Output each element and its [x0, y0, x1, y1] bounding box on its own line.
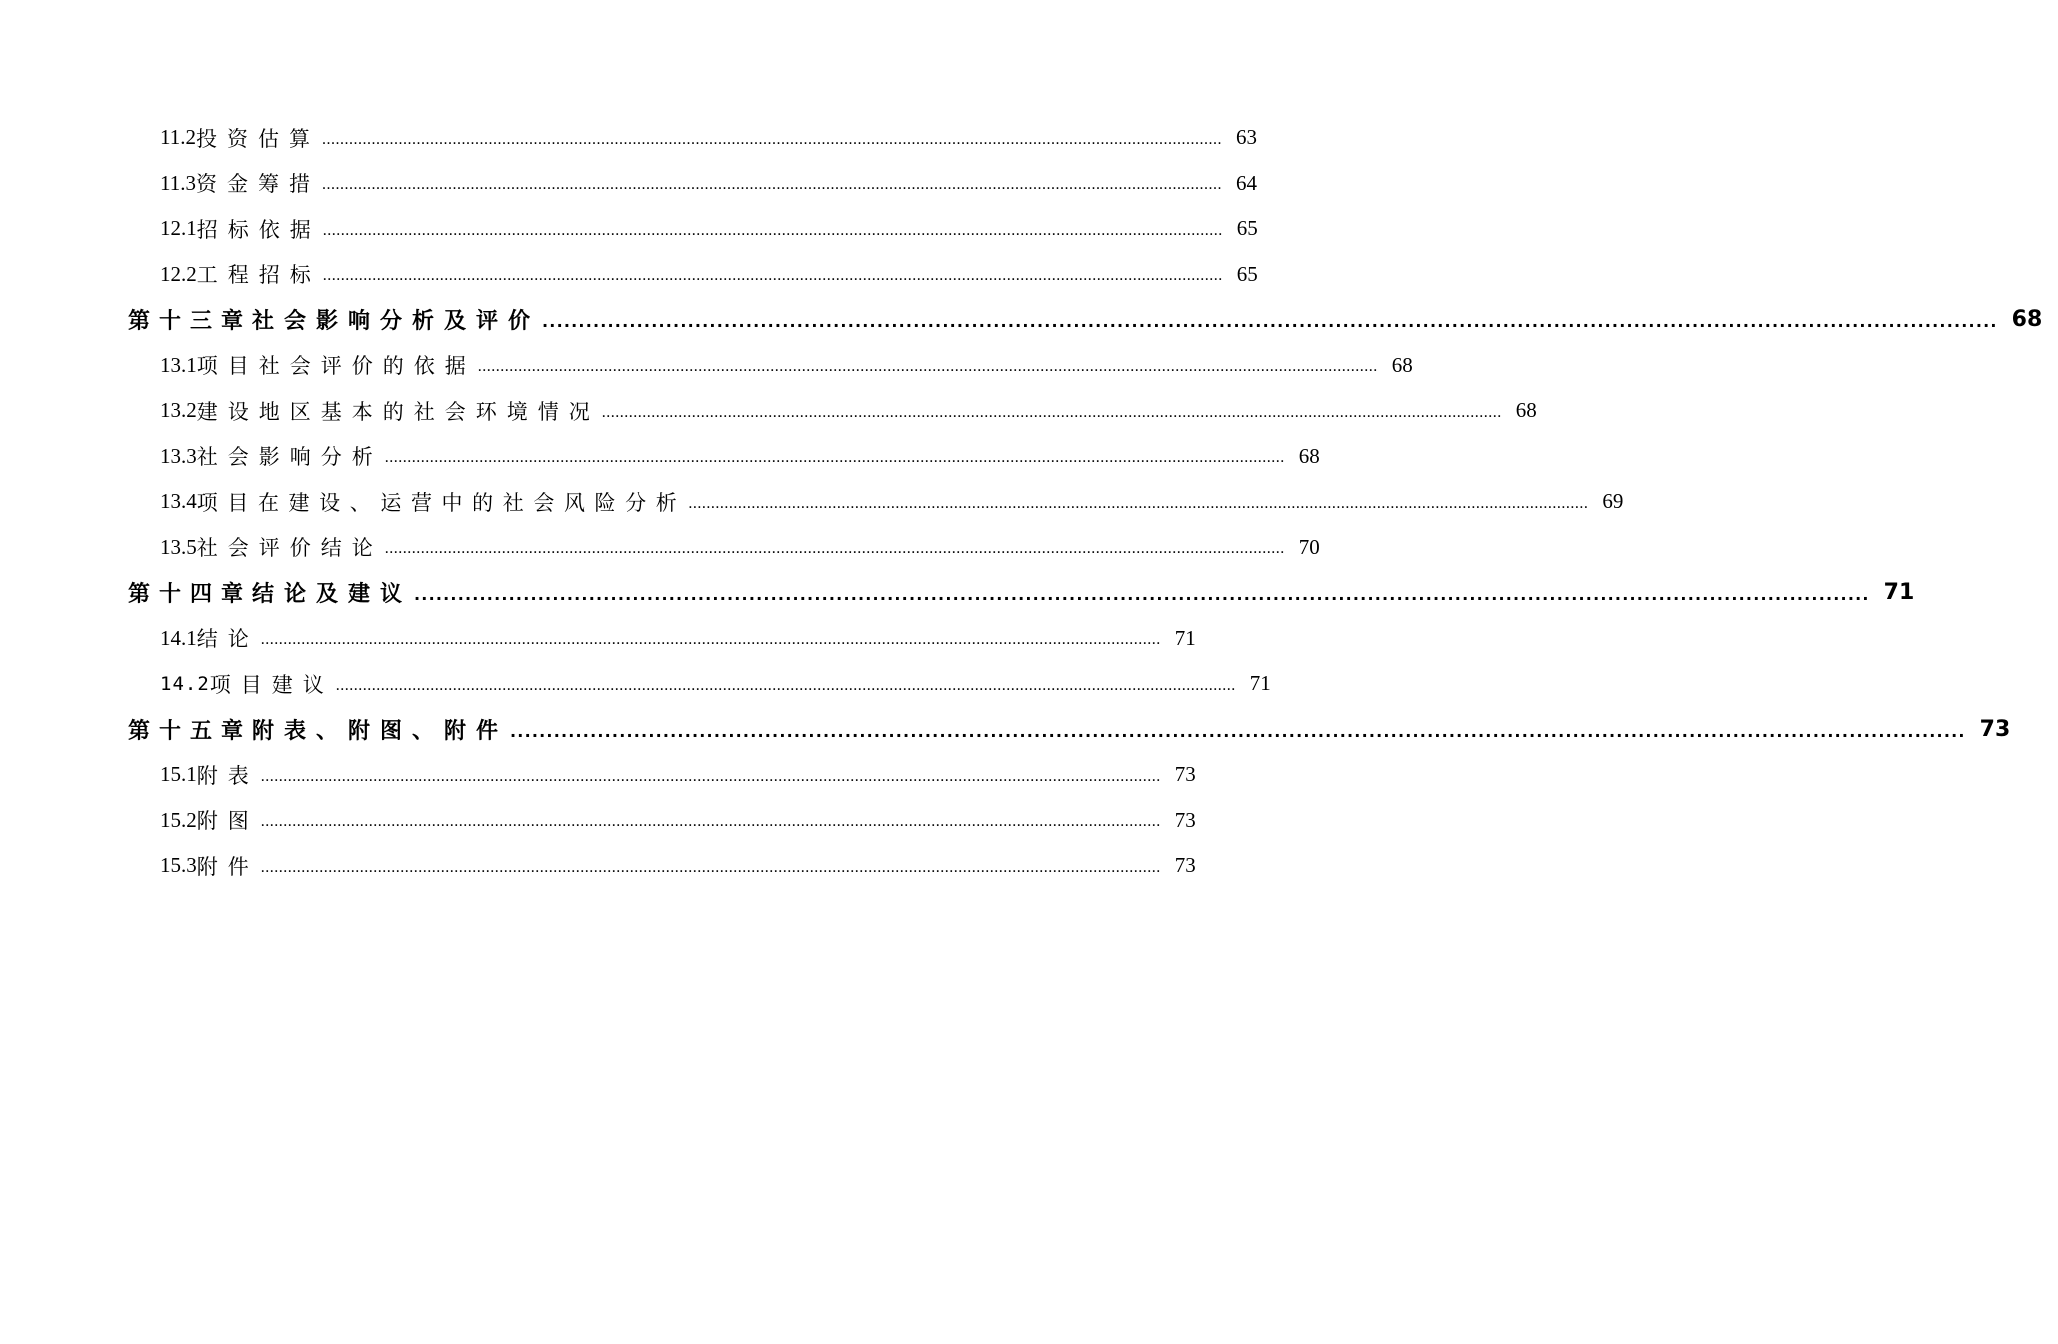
toc-entry-page: 71 — [1249, 671, 1271, 696]
toc-entry-number: 13.4 — [160, 489, 197, 514]
toc-entry-title: 资金筹措 — [195, 172, 320, 197]
toc-entry-number: 11.2 — [160, 125, 196, 150]
toc-chapter-number: 第十三章 — [128, 309, 253, 335]
toc-entry-number: 11.3 — [160, 170, 196, 195]
toc-entry-11-2[interactable] — [0, 115, 1257, 161]
toc-entry-13-5[interactable] — [0, 525, 1320, 571]
toc-chapter-page: 68 — [2011, 307, 2043, 333]
toc-entry-14-2[interactable] — [0, 661, 1271, 707]
dot-leader: ........................................................................................................................................................................................................ — [335, 676, 1236, 694]
toc-chapter-page: 73 — [1979, 716, 2011, 742]
toc-entry-12-1[interactable] — [0, 206, 1258, 252]
toc-entry-11-3[interactable] — [0, 161, 1257, 207]
toc-entry-title: 附图 — [196, 809, 259, 834]
toc-entry-title: 招标依据 — [196, 217, 321, 242]
toc-entry-title: 建设地区基本的社会环境情况 — [196, 399, 600, 424]
toc-entry-page: 73 — [1174, 807, 1196, 832]
dot-leader: ........................................................................................................................................................................................................ — [321, 130, 1222, 148]
toc-entry-page: 64 — [1235, 170, 1257, 195]
toc-chapter-14[interactable] — [0, 570, 1915, 616]
toc-entry-title: 项目建议 — [209, 672, 334, 697]
toc-entry-13-2[interactable] — [0, 388, 1537, 434]
dot-leader: ........................................................................................................................................................................................................ — [322, 267, 1223, 285]
toc-chapter-number: 第十四章 — [128, 582, 253, 608]
toc-entry-page: 73 — [1174, 762, 1196, 787]
toc-chapter-15[interactable] — [0, 707, 2011, 753]
dot-leader: ........................................................................................................................................................................................................ — [601, 403, 1502, 421]
dot-leader: ........................................................................................................................................................................................................ — [477, 358, 1378, 376]
toc-entry-13-3[interactable] — [0, 434, 1320, 480]
toc-chapter-number: 第十五章 — [128, 718, 253, 744]
toc-entry-title: 社会评价结论 — [196, 536, 383, 561]
toc-entry-page: 71 — [1174, 625, 1196, 650]
toc-entry-page: 70 — [1298, 534, 1320, 559]
table-of-contents — [0, 115, 2043, 889]
toc-entry-number: 12.1 — [160, 216, 197, 241]
toc-entry-15-3[interactable] — [0, 843, 1196, 889]
toc-entry-title: 投资估算 — [195, 126, 320, 151]
toc-entry-number: 15.3 — [160, 853, 197, 878]
toc-entry-title: 结论 — [196, 627, 259, 652]
toc-entry-14-1[interactable] — [0, 616, 1196, 662]
toc-entry-title: 项目在建设、运营中的社会风险分析 — [196, 490, 687, 515]
toc-entry-title: 社会影响分析 — [196, 445, 383, 470]
dot-leader: ........................................................................................................................................................................................................ — [384, 540, 1285, 558]
toc-entry-page: 63 — [1235, 125, 1257, 150]
toc-entry-number: 12.2 — [160, 261, 197, 286]
toc-chapter-title: 附表、附图、附件 — [252, 718, 509, 744]
toc-entry-15-2[interactable] — [0, 798, 1196, 844]
toc-entry-number: 13.1 — [160, 352, 197, 377]
toc-entry-number: 13.2 — [160, 398, 197, 423]
toc-entry-number: 15.2 — [160, 807, 197, 832]
dot-leader: ........................................................................................................................................................................................................ — [414, 585, 1870, 605]
dot-leader: ........................................................................................................................................................................................................ — [384, 449, 1285, 467]
toc-entry-title: 工程招标 — [196, 263, 321, 288]
toc-entry-number: 15.1 — [160, 762, 197, 787]
toc-entry-13-4[interactable] — [0, 479, 1624, 525]
toc-entry-number: 13.5 — [160, 534, 197, 559]
toc-chapter-title: 结论及建议 — [252, 582, 413, 608]
dot-leader: ........................................................................................................................................................................................................ — [542, 312, 1998, 332]
dot-leader: ........................................................................................................................................................................................................ — [321, 176, 1222, 194]
toc-entry-13-1[interactable] — [0, 343, 1413, 389]
toc-entry-page: 68 — [1298, 443, 1320, 468]
dot-leader: ........................................................................................................................................................................................................ — [260, 858, 1161, 876]
toc-chapter-page: 71 — [1883, 580, 1915, 606]
toc-entry-title: 附件 — [196, 854, 259, 879]
toc-chapter-13[interactable] — [0, 297, 2043, 343]
dot-leader: ........................................................................................................................................................................................................ — [510, 721, 1966, 741]
dot-leader: ........................................................................................................................................................................................................ — [260, 767, 1161, 785]
toc-entry-page: 68 — [1515, 398, 1537, 423]
toc-chapter-title: 社会影响分析及评价 — [252, 309, 541, 335]
toc-entry-12-2[interactable] — [0, 252, 1258, 298]
toc-entry-title: 附表 — [196, 763, 259, 788]
toc-entry-page: 65 — [1236, 216, 1258, 241]
toc-entry-number: 14.2 — [160, 672, 210, 695]
toc-entry-15-1[interactable] — [0, 752, 1196, 798]
toc-entry-page: 68 — [1391, 352, 1413, 377]
dot-leader: ........................................................................................................................................................................................................ — [260, 631, 1161, 649]
toc-entry-title: 项目社会评价的依据 — [196, 354, 476, 379]
toc-entry-page: 73 — [1174, 853, 1196, 878]
toc-entry-number: 14.1 — [160, 625, 197, 650]
toc-entry-number: 13.3 — [160, 443, 197, 468]
toc-entry-page: 69 — [1602, 489, 1624, 514]
dot-leader: ........................................................................................................................................................................................................ — [688, 494, 1589, 512]
dot-leader: ........................................................................................................................................................................................................ — [322, 221, 1223, 239]
dot-leader: ........................................................................................................................................................................................................ — [260, 813, 1161, 831]
toc-entry-page: 65 — [1236, 261, 1258, 286]
